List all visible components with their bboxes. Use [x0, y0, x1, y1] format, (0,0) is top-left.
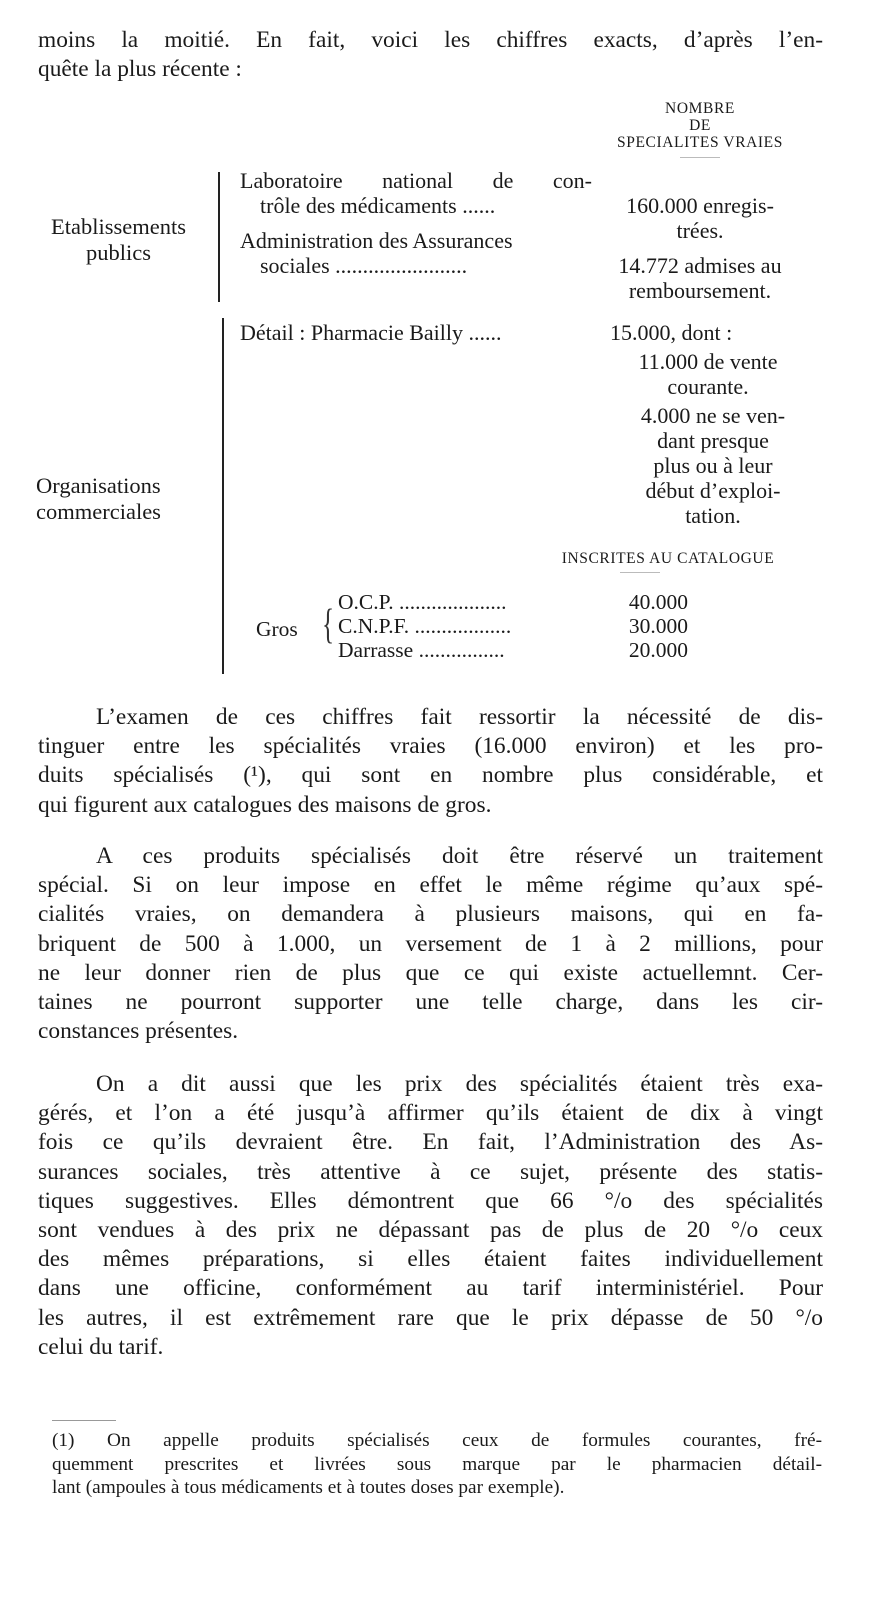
footnote-rule [52, 1420, 116, 1421]
text-line: sont vendues à des prix ne dépassant pas de plus de 20 °/o ceux [38, 1217, 823, 1244]
header-line: SPECIALITES VRAIES [617, 134, 783, 151]
row-value-laboratoire [600, 193, 800, 243]
paragraph [38, 842, 823, 1046]
row-label-line: Administration des Assurances [240, 228, 513, 253]
footnote-line: (1) On appelle produits spécialisés ceux de formules courantes, fré- [52, 1430, 822, 1451]
intro-text [38, 26, 823, 84]
gros-rows [338, 590, 688, 662]
text-line: qui figurent aux catalogues des maisons de gros. [38, 791, 492, 818]
text-line: celui du tarif. [38, 1333, 164, 1360]
gros-label: Gros [256, 617, 298, 641]
text-line: tinguer entre les spécialités vraies (16.000 environ) et les pro- [38, 733, 823, 760]
text-line: des mêmes préparations, si elles étaient faites individuellement [38, 1246, 823, 1273]
footnote-line: quemment prescrites et livrées sous marque par le pharmacien détail- [52, 1453, 822, 1475]
group-label-line: Organisations [36, 473, 161, 498]
gros-row-name: Darrasse ................ [338, 638, 505, 662]
brace-public [218, 172, 220, 302]
gros-row [338, 614, 688, 638]
row-value-line: 11.000 de vente [638, 349, 778, 374]
row-label-detail: Détail : Pharmacie Bailly ...... [240, 320, 502, 345]
row-value-line: dant presque [657, 428, 769, 453]
text-line: L’examen de ces chiffres fait ressortir la nécessité de dis- [96, 704, 823, 730]
text-line: spécial. Si on leur impose en effet le même régime qu’aux spé- [38, 872, 823, 899]
row-value-line: courante. [667, 374, 749, 399]
row-value-line: trées. [676, 218, 724, 243]
column-header-specialites [595, 100, 805, 151]
gros-row [338, 590, 688, 614]
text-line: briquent de 500 à 1.000, un versement de 1 à 2 millions, pour [38, 930, 823, 957]
header-line: DE [689, 117, 711, 134]
paragraph [38, 703, 823, 820]
row-value-line: tation. [685, 503, 741, 528]
text-line: gérés, et l’on a été jusqu’à affirmer qu’ils étaient de dix à vingt [38, 1100, 823, 1127]
group-label-line: Etablissements [51, 214, 186, 239]
row-value-detail: 15.000, dont : [610, 320, 733, 345]
paragraph [38, 1070, 823, 1362]
gros-row [338, 638, 688, 662]
row-value-line: 14.772 admises au [618, 253, 782, 278]
brace-commercial [222, 318, 224, 674]
gros-row-value: 20.000 [628, 638, 688, 662]
row-label-line: sociales ........................ [260, 253, 468, 278]
gros-row-value: 40.000 [628, 590, 688, 614]
gros-brace: { [322, 602, 335, 648]
text-line: surances sociales, très attentive à ce sujet, présente des statis- [38, 1158, 823, 1185]
row-label-administration [240, 228, 592, 278]
text-line: duits spécialisés (¹), qui sont en nombre plus considérable, et [38, 762, 823, 789]
header-line: NOMBRE [665, 100, 735, 117]
text-line: On a dit aussi que les prix des spécialités étaient très exa- [96, 1071, 823, 1097]
text-line: fois ce qu’ils devraient être. En fait, l’Administration des As- [38, 1129, 823, 1156]
text-line: moins la moitié. En fait, voici les chiffres exacts, d’après l’en- [38, 27, 823, 53]
text-line: taines ne pourront supporter une telle charge, dans les cir- [38, 989, 823, 1016]
gros-row-name: C.N.P.F. .................. [338, 614, 512, 638]
row-label-laboratoire [240, 168, 592, 218]
row-value-administration [600, 253, 800, 303]
footnote-line: lant (ampoules à tous médicaments et à toutes doses par exemple). [52, 1477, 565, 1499]
text-line: cialités vraies, on demandera à plusieurs maisons, qui en fa- [38, 901, 823, 928]
row-value-line: 4.000 ne se ven- [640, 403, 786, 428]
gros-row-name: O.C.P. .................... [338, 590, 507, 614]
row-value-line: début d’exploi- [645, 478, 781, 503]
group-label-commercial [36, 473, 186, 525]
row-value-line: remboursement. [628, 278, 772, 303]
text-line: dans une officine, conformément au tarif interministériel. Pour [38, 1275, 823, 1302]
footnote [52, 1429, 822, 1500]
text-line: A ces produits spécialisés doit être réservé un traitement [96, 843, 823, 869]
row-value-line: 160.000 enregis- [626, 193, 774, 218]
row-label-line: trôle des médicaments ...... [260, 193, 496, 218]
text-line: les autres, il est extrêmement rare que le prix dépasse de 50 °/o [38, 1304, 823, 1331]
text-line: constances présentes. [38, 1018, 239, 1045]
gros-row-value: 30.000 [628, 614, 688, 638]
column-header-catalogue: INSCRITES AU CATALOGUE [561, 550, 775, 567]
group-label-public [36, 214, 201, 266]
group-label-line: commerciales [36, 499, 161, 524]
row-label-line: Laboratoire national de con- [240, 168, 592, 193]
text-line: tiques suggestives. Elles démontrent que 66 °/o des spécialités [38, 1187, 823, 1214]
row-value-detail-sub2 [618, 403, 808, 528]
divider [680, 157, 720, 158]
row-value-detail-sub1 [608, 349, 808, 399]
text-line: ne leur donner rien de plus que ce qui existe actuellemnt. Cer- [38, 959, 823, 986]
group-label-line: publics [86, 240, 151, 265]
row-value-line: plus ou à leur [653, 453, 773, 478]
text-line: quête la plus récente : [38, 56, 242, 83]
divider [620, 572, 660, 573]
